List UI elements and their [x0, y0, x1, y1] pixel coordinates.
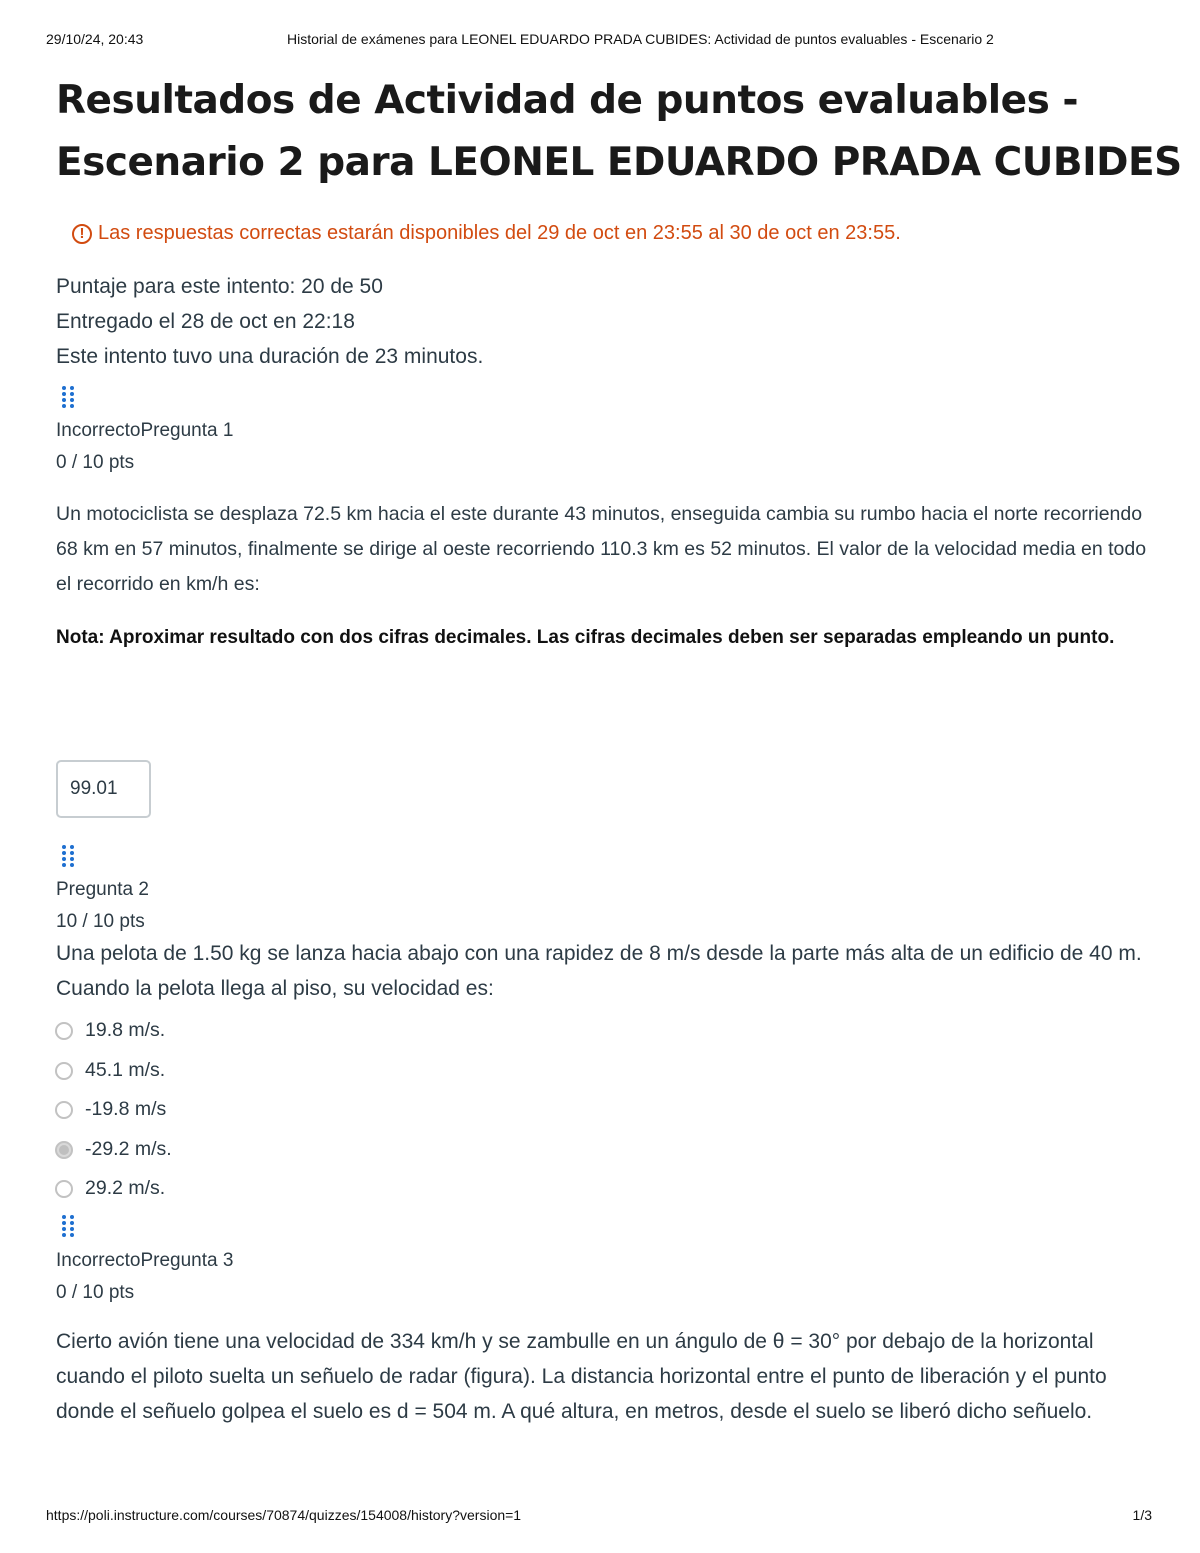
option-label: -29.2 m/s. [85, 1138, 172, 1160]
question-1-answer-field[interactable]: 99.01 [56, 760, 151, 818]
print-page-number: 1/3 [1132, 1507, 1152, 1523]
question-2-points: 10 / 10 pts [56, 911, 145, 932]
option-label: -19.8 m/s [85, 1098, 167, 1120]
question-1-header: IncorrectoPregunta 1 [56, 420, 234, 441]
print-doc-title: Historial de exámenes para LEONEL EDUARDO PRADA CUBIDES: Actividad de puntos evaluables - Escenario 2 [287, 31, 994, 47]
alert-text: Las respuestas correctas estarán disponibles del 29 de oct en 23:55 al 30 de oct en 23:55. [98, 222, 901, 244]
question-3-header: IncorrectoPregunta 3 [56, 1250, 234, 1271]
option-label: 45.1 m/s. [85, 1059, 166, 1081]
radio-button[interactable] [55, 1062, 73, 1080]
question-2-header: Pregunta 2 [56, 879, 149, 900]
question-1-text: Un motociclista se desplaza 72.5 km hacia el este durante 43 minutos, enseguida cambia su rumbo hacia el norte recorriendo 68 km en 57 minutos, finalmente se dirige al oeste recorriendo 110.3 km es 52 minutos. El valor de la velocidad media en todo el recorrido en km/h es: [56, 503, 1147, 595]
submitted-date: Entregado el 28 de oct en 22:18 [56, 310, 355, 333]
score-summary: Puntaje para este intento: 20 de 50 [56, 275, 383, 298]
option-label: 19.8 m/s. [85, 1019, 166, 1041]
page-title-line-1: Resultados de Actividad de puntos evaluables - [56, 78, 1079, 123]
drag-handle-icon[interactable] [62, 386, 76, 408]
page-title-line-2: Escenario 2 para LEONEL EDUARDO PRADA CUBIDES [56, 140, 1182, 185]
radio-button-selected[interactable] [55, 1141, 73, 1159]
question-2-option-5[interactable] [55, 1177, 165, 1200]
drag-handle-icon[interactable] [62, 845, 76, 867]
question-1-note: Nota: Aproximar resultado con dos cifras decimales. Las cifras decimales deben ser separadas empleando un punto. [56, 627, 1115, 648]
question-2-option-4[interactable] [55, 1138, 172, 1161]
radio-button[interactable] [55, 1022, 73, 1040]
question-1-points: 0 / 10 pts [56, 452, 135, 473]
question-2-option-2[interactable] [55, 1059, 165, 1082]
exclamation-circle-icon: ! [72, 224, 92, 244]
drag-handle-icon[interactable] [62, 1215, 76, 1237]
question-3-points: 0 / 10 pts [56, 1282, 135, 1303]
radio-button[interactable] [55, 1180, 73, 1198]
question-3-text: Cierto avión tiene una velocidad de 334 km/h y se zambulle en un ángulo de θ = 30° por debajo de la horizontal cuando el piloto suelta un señuelo de radar (figura). La distancia horizontal entre el punto de liberación y el punto donde el señuelo golpea el suelo es d = 504 m. A qué altura, en metros, desde el suelo se liberó dicho señuelo. [56, 1330, 1107, 1423]
print-url: https://poli.instructure.com/courses/70874/quizzes/154008/history?version=1 [46, 1507, 522, 1523]
question-2-option-1[interactable] [55, 1019, 165, 1042]
option-label: 29.2 m/s. [85, 1177, 166, 1199]
radio-button[interactable] [55, 1101, 73, 1119]
page-title [56, 70, 1182, 194]
question-2-text: Una pelota de 1.50 kg se lanza hacia abajo con una rapidez de 8 m/s desde la parte más alta de un edificio de 40 m. Cuando la pelota llega al piso, su velocidad es: [56, 942, 1142, 1000]
attempt-duration: Este intento tuvo una duración de 23 minutos. [56, 345, 484, 368]
print-datetime: 29/10/24, 20:43 [46, 31, 144, 47]
question-2-option-3[interactable] [55, 1098, 166, 1121]
answers-availability-alert [72, 222, 901, 245]
